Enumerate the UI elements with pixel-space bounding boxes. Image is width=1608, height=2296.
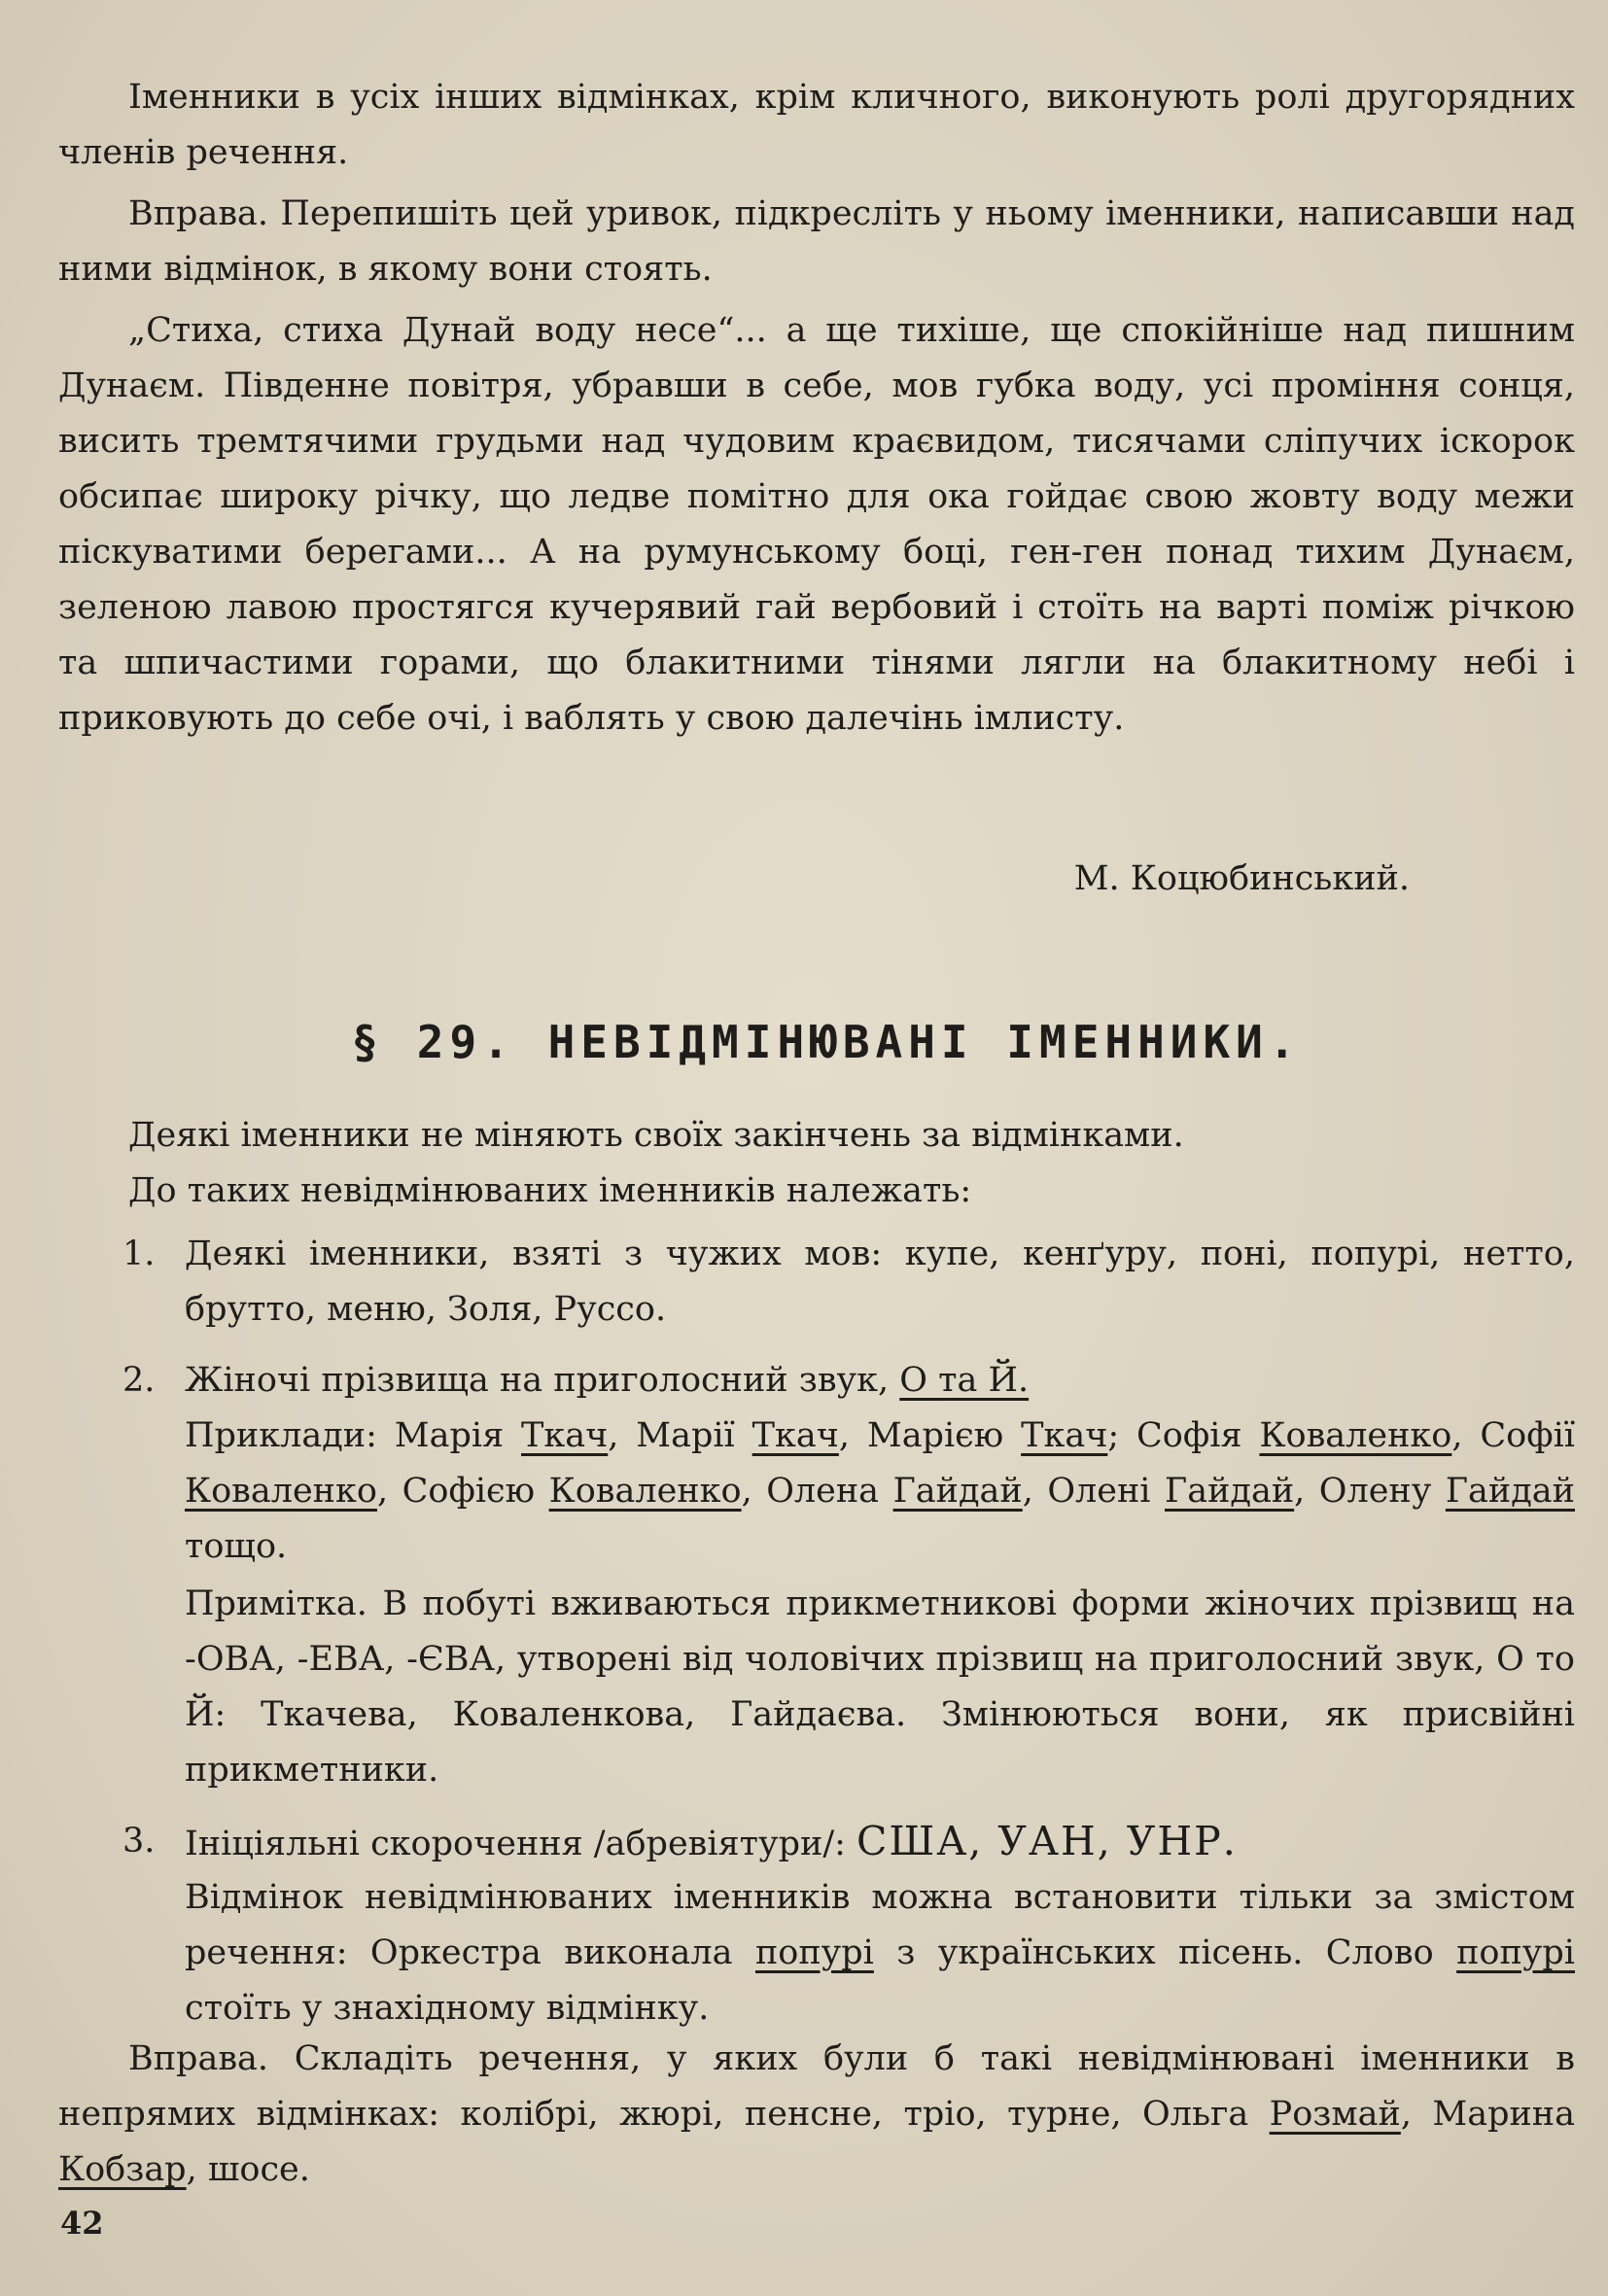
note-text: Примітка. В побуті вживаються прикметникові форми жіночих прізвищ на -ОВА, -ЕВА, -ЄВА, утворені від чоловічих прізвищ на приголосний звук, О то Й: Ткачева, Коваленкова, Гайдаєва. Змінюються вони, як присвійні прикметники. [185, 1584, 1575, 1790]
note-block [58, 1577, 1575, 1798]
paragraph-1: Іменники в усіх інших відмінках, крім кличного, виконують ролі другорядних членів речення. [58, 78, 1575, 172]
case-block [58, 1870, 1575, 2036]
exercise-2: Вправа. Складіть речення, у яких були б такі невідмінювані іменники в непрямих відмінках: колібрі, жюрі, пенсне, тріо, турне, Ольга Розмай, Марина Кобзар, шосе. [58, 2039, 1576, 2189]
author-signature: М. Коцюбинський. [1073, 859, 1410, 898]
intro-block [58, 1108, 1575, 1219]
list-item-3: 3. Ініціяльні скорочення /абревіятури/: США, УАН, УНР. [122, 1818, 1238, 1864]
quote-passage: „Стиха, стиха Дунай воду несе“... а ще тихіше, ще спокійніше над пишним Дунаєм. Південне повітря, убравши в себе, мов губка воду, усі проміння сонця, висить тремтячими грудьми над чудовим краєвидом, тисячами сліпучих іскорок обсипає широку річку, що ледве помітно для ока гойдає свою жовту воду межи піскуватими берегами... А на румунському боці, ген-ген понад тихим Дунаєм, зеленою лавою простягся кучерявий гай вербовий і стоїть на варті поміж річкою та шпичастими горами, що блакитними тінями лягли на блакитному небі і приковують до себе очі, і ваблять у свою далечінь імлисту. [58, 311, 1575, 738]
list-item-1: 1. Деякі іменники, взяті з чужих мов: купе, кенґуру, поні, попурі, нетто, брутто, меню, Золя, Руссо. [122, 1235, 1575, 1329]
section-heading: § 29. НЕВІДМІНЮВАНІ ІМЕННИКИ. [351, 1016, 1302, 1068]
intro-line-2: До таких невідмінюваних іменників належать: [128, 1171, 972, 1210]
page-number: 42 [60, 2205, 104, 2242]
exercise-1: Вправа. Перепишіть цей уривок, підкресліть у ньому іменники, написавши над ними відмінок, в якому вони стоять. [58, 194, 1575, 289]
intro-line-1: Деякі іменники не міняють своїх закінчень за відмінками. [128, 1116, 1184, 1155]
signature-block [58, 852, 1575, 907]
list-item-2: 2. Жіночі прізвища на приголосний звук, О та Й. [122, 1361, 1030, 1400]
case-text: Відмінок невідмінюваних іменників можна встановити тільки за змістом речення: Оркестра виконала попурі з українських пісень. Слово попурі стоїть у знахідному відмінку. [185, 1878, 1575, 2028]
section-heading-block [58, 1016, 1575, 1068]
examples-block [58, 1409, 1575, 1575]
examples-text: Приклади: Марія Ткач, Марії Ткач, Марією Ткач; Софія Коваленко, Софії Коваленко, Софією Коваленко, Олена Гайдай, Олені Гайдай, Олену Гайдай тощо. [185, 1416, 1575, 1566]
